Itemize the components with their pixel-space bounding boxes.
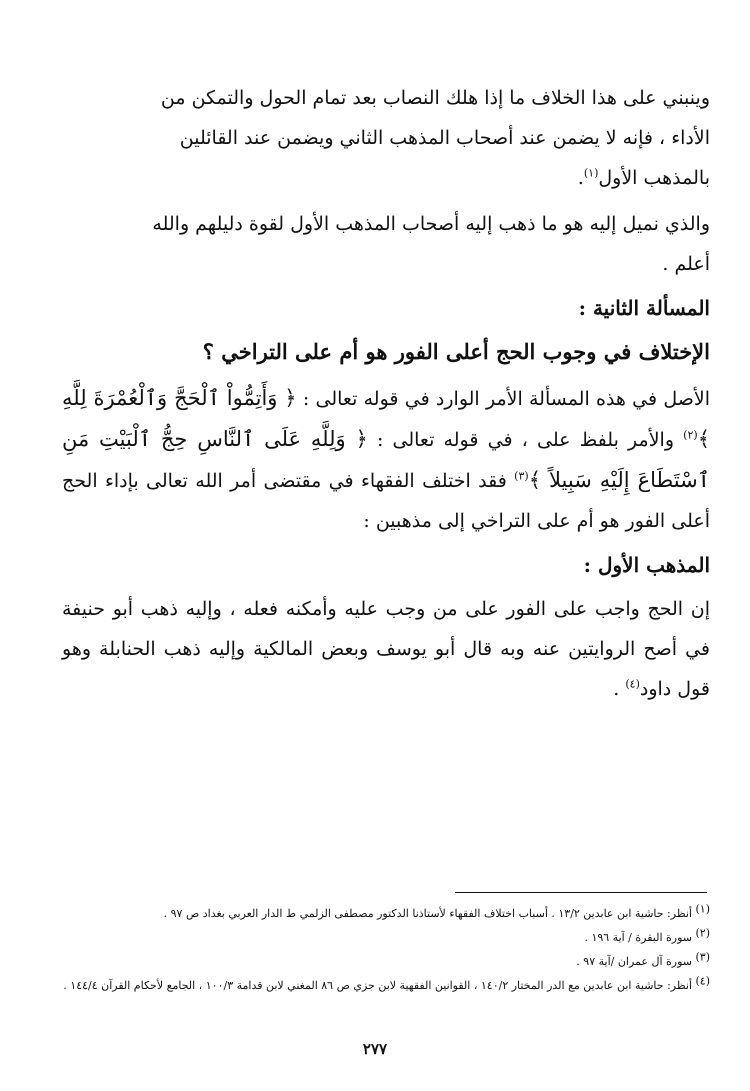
- footnote-ref-3[interactable]: (٣): [514, 469, 529, 483]
- period: .: [577, 167, 584, 189]
- text-line: [62, 158, 710, 198]
- footnote-item: [62, 950, 710, 974]
- footnotes: [62, 902, 710, 998]
- footnote-ref-1[interactable]: (١): [583, 166, 599, 180]
- evidence-end: فقد اختلف الفقهاء في مقتضى أمر الله تعالى بإداء الحج أعلى الفور هو أم على التراخي إلى مذهبين :: [62, 470, 710, 532]
- footnote-number: (٤): [695, 974, 710, 988]
- evidence-paragraph: [62, 378, 710, 541]
- text-line: أعلم .: [662, 253, 710, 275]
- madhhab-1-heading: المذهب الأول :: [583, 553, 710, 577]
- footnote-text: سورة البقرة / آية ١٩٦ .: [584, 931, 692, 944]
- footnote-ref-2[interactable]: (٢): [683, 428, 698, 442]
- period: .: [613, 678, 626, 700]
- footnote-text: أنظر: حاشية ابن عابدين ١٣/٢ . أسباب اختلاف الفقهاء لأستاذنا الدكتور مصطفى الزلمي ط الدار العربي بغداد ص ٩٧ .: [163, 907, 692, 920]
- footnote-item: [62, 902, 710, 926]
- page-number: ٢٧٧: [362, 1040, 388, 1058]
- footnote-number: (٢): [695, 926, 710, 940]
- footnote-item: [62, 974, 710, 998]
- paragraph-2: [62, 204, 710, 284]
- text-line-end: بالمذهب الأول: [598, 167, 710, 189]
- question-heading: الإختلاف في وجوب الحج أعلى الفور هو أم على التراخي ؟: [202, 339, 710, 364]
- madhhab-1-body: إن الحج واجب على الفور على من وجب عليه وأمكنه فعله ، وإليه ذهب أبو حنيفة في أصح الروايتين عنه وبه قال أبو يوسف وبعض المالكية وإليه ذهب الحنابلة وهو قول داود: [62, 598, 710, 700]
- evidence-intro: الأصل في هذه المسألة الأمر الوارد في قوله تعالى :: [302, 388, 710, 410]
- madhhab-1-paragraph: [62, 589, 710, 709]
- quran-verse-1: ﴿ وَأَتِمُّواْ ٱلْحَجَّ وَٱلْعُمْرَةَ لِلَّهِ ﴾: [62, 386, 710, 451]
- text-line: والذي نميل إليه هو ما ذهب إليه أصحاب المذهب الأول لقوة دليلهم والله: [152, 213, 710, 235]
- text-line: الأداء ، فإنه لا يضمن عند أصحاب المذهب الثاني ويضمن عند القائلين: [179, 127, 710, 149]
- footnote-divider: [455, 892, 707, 893]
- footnote-item: [62, 926, 710, 950]
- footnote-number: (٣): [695, 950, 710, 964]
- quran-verse-2: ﴿ وَلِلَّهِ عَلَى ٱلنَّاسِ حِجُّ ٱلْبَيْتِ مَنِ ٱسْتَطَاعَ إِلَيْهِ سَبِيلاً ﴾: [62, 427, 710, 492]
- footnote-ref-4[interactable]: (٤): [625, 677, 640, 691]
- text-line: وينبني على هذا الخلاف ما إذا هلك النصاب بعد تمام الحول والتمكن من: [160, 87, 710, 109]
- footnote-text: سورة آل عمران /آية ٩٧ .: [576, 955, 692, 968]
- footnote-number: (١): [695, 902, 710, 916]
- page-body: [62, 78, 710, 709]
- footnote-text: أنظر: حاشية ابن عابدين مع الدر المختار ١٤٠/٢ ، القوانين الفقهية لابن جزي ص ٨٦ المغني لابن قدامة ١٠٠/٣ ، الجامع لأحكام القرآن ١٤٤/٤ .: [63, 979, 692, 992]
- evidence-mid: والأمر بلفظ على ، في قوله تعالى :: [376, 429, 684, 451]
- paragraph-1: [62, 78, 710, 198]
- issue-heading: المسألة الثانية :: [578, 296, 710, 320]
